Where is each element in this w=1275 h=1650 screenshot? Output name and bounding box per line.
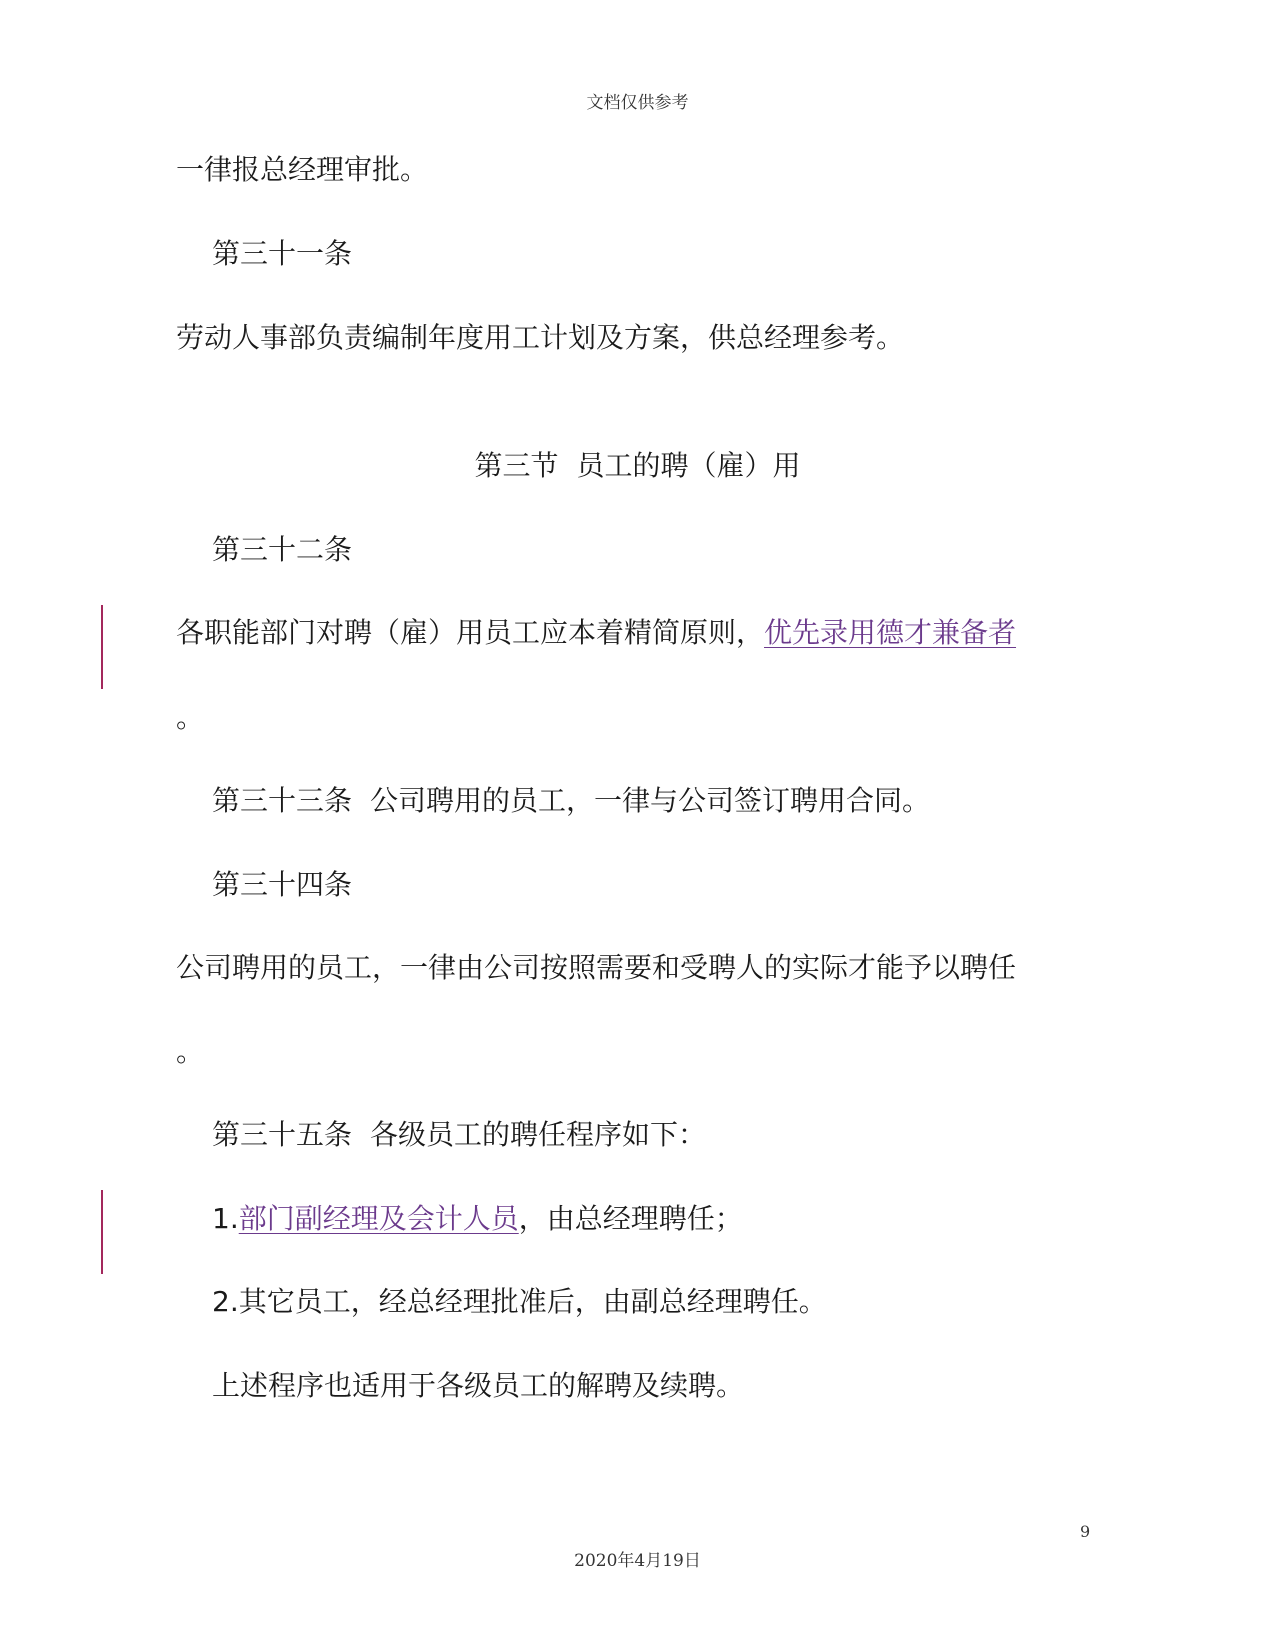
article-33 — [212, 783, 930, 819]
section-title — [0, 448, 1275, 484]
article-33-heading: 第三十三条 — [212, 784, 353, 817]
paragraph-period: 。 — [176, 1035, 205, 1068]
revision-bar — [101, 1190, 103, 1274]
paragraph-appointment: 公司聘用的员工，一律由公司按照需要和受聘人的实际才能予以聘任 — [176, 951, 1017, 984]
article-35 — [212, 1117, 706, 1153]
article-34-heading: 第三十四条 — [212, 868, 353, 901]
page-number: 9 — [1080, 1522, 1091, 1541]
article-32-heading: 第三十二条 — [212, 533, 353, 566]
list-item-1-number: 1. — [212, 1202, 239, 1235]
list-item-2: 2.其它员工，经总经理批准后，由副总经理聘任。 — [212, 1285, 827, 1318]
paragraph-hiring-principle — [176, 615, 1016, 651]
paragraph-period: 。 — [176, 701, 205, 734]
paragraph-approval: 一律报总经理审批。 — [176, 153, 429, 186]
paragraph-applicability: 上述程序也适用于各级员工的解聘及续聘。 — [212, 1369, 745, 1402]
section-number: 第三节 — [474, 449, 559, 482]
list-item-1 — [212, 1201, 743, 1237]
list-item-1-link[interactable]: 部门副经理及会计人员 — [238, 1202, 519, 1235]
article-35-text: 各级员工的聘任程序如下： — [370, 1118, 707, 1151]
list-item-1-text: ，由总经理聘任； — [518, 1202, 743, 1235]
article-31-heading: 第三十一条 — [212, 237, 353, 270]
paragraph-annual-plan: 劳动人事部负责编制年度用工计划及方案，供总经理参考。 — [176, 321, 905, 354]
page-footer-date: 2020年4月19日 — [574, 1551, 701, 1571]
section-name: 员工的聘（雇）用 — [576, 449, 801, 482]
page-header: 文档仅供参考 — [586, 93, 689, 113]
article-33-text: 公司聘用的员工，一律与公司签订聘用合同。 — [370, 784, 931, 817]
article-35-heading: 第三十五条 — [212, 1118, 353, 1151]
hiring-principle-link[interactable]: 优先录用德才兼备者 — [764, 616, 1017, 649]
revision-bar — [101, 605, 103, 689]
hiring-principle-text: 各职能部门对聘（雇）用员工应本着精简原则， — [176, 616, 765, 649]
